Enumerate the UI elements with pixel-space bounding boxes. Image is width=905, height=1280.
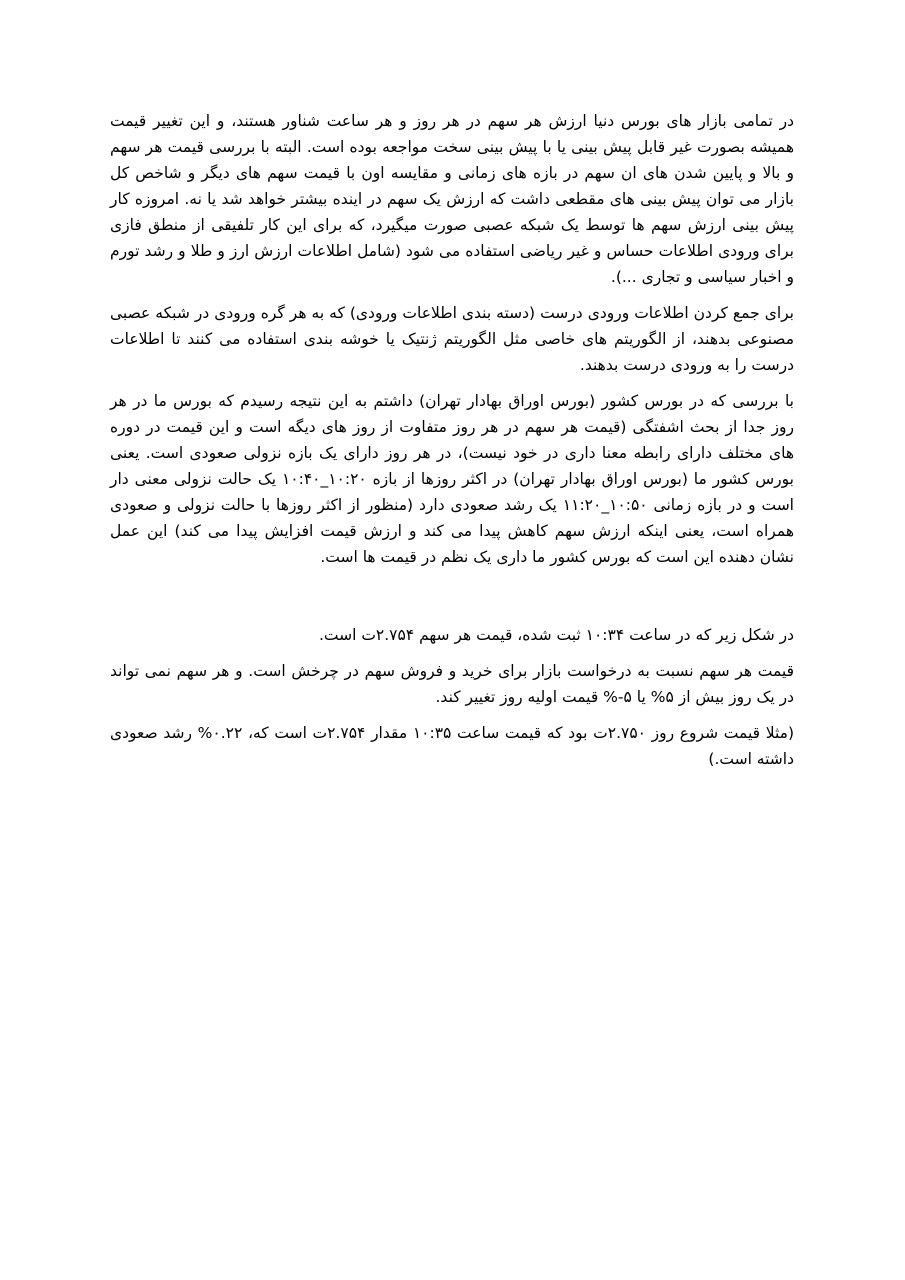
paragraph-input-clustering: برای جمع کردن اطلاعات ورودی درست (دسته بندی اطلاعات ورودی) که به هر گره ورودی در شبکه عصبی مصنوعی بدهند، از الگوریتم های خاصی مثل الگوریتم ژنتیک یا خوشه بندی استفاده می کنند تا اطلاعات درست را به ورودی درست بدهند. — [110, 304, 794, 374]
section-gap — [110, 580, 794, 622]
paragraph-tehran-exchange: با بررسی که در بورس کشور (بورس اوراق بهادار تهران) داشتم به این نتیجه رسیدم که بورس ما در هر روز جدا از بحث اشفتگی (قیمت هر سهم در هر روز متفاوت از روز های دیگه است و این قیمت در دوره های مختلف دارای رابطه معنا داری در خود نیست)، در هر روز دارای یک بازه نزولی صعودی است. یعنی بورس کشور ما (بورس اوراق بهادار تهران) در اکثر روزها از بازه ۱۰:۲۰_۱۰:۴۰ یک حالت نزولی معنی دار است و در بازه زمانی ۱۰:۵۰_۱۱:۲۰ یک رشد صعودی دارد (منظور از اکثر روزها با حالت نزولی و صعودی همراه است، یعنی اینکه ارزش سهم کاهش پیدا می کند و ارزش قیمت افزایش پیدا می کند) این عمل نشان دهنده این است که بورس کشور ما داری یک نظم در قیمت ها است. — [110, 392, 794, 566]
paragraph-example: (مثلا قیمت شروع روز ۲.۷۵۰ت بود که قیمت ساعت ۱۰:۳۵ مقدار ۲.۷۵۴ت است که، ۰.۲۲% رشد صعودی داشته است.) — [110, 724, 794, 768]
paragraph-price-limit: قیمت هر سهم نسبت به درخواست بازار برای خرید و فروش سهم در چرخش است. و هر سهم نمی تواند در یک روز بیش از ۵% یا ۵-% قیمت اولیه روز تغییر کند. — [110, 662, 794, 706]
document-page — [110, 108, 794, 782]
paragraph-figure-caption: در شکل زیر که در ساعت ۱۰:۳۴ ثبت شده، قیمت هر سهم ۲.۷۵۴ت است. — [318, 626, 794, 644]
paragraph-stock-volatility: در تمامی بازار های بورس دنیا ارزش هر سهم در هر روز و هر ساعت شناور هستند، و این تغییر قیمت همیشه بصورت غیر قابل پیش بینی یا با پیش بینی سخت مواجعه بوده است. البته با بررسی قیمت هر سهم و بالا و پایین شدن های ان سهم در بازه های زمانی و مقایسه اون با قیمت سهم های دیگر و شاخص کل بازار می توان پیش بینی های مقطعی داشت که ارزش یک سهم در اینده بیشتر خواهد شد یا نه. امروزه کار پیش بینی ارزش سهم ها توسط یک شبکه عصبی صورت میگیرد، که برای این کار تلفیقی از منطق فازی برای ورودی اطلاعات حساس و غیر ریاضی استفاده می شود (شامل اطلاعات ارزش ارز و طلا و رشد تورم و اخبار سیاسی و تجاری ...). — [110, 112, 794, 286]
